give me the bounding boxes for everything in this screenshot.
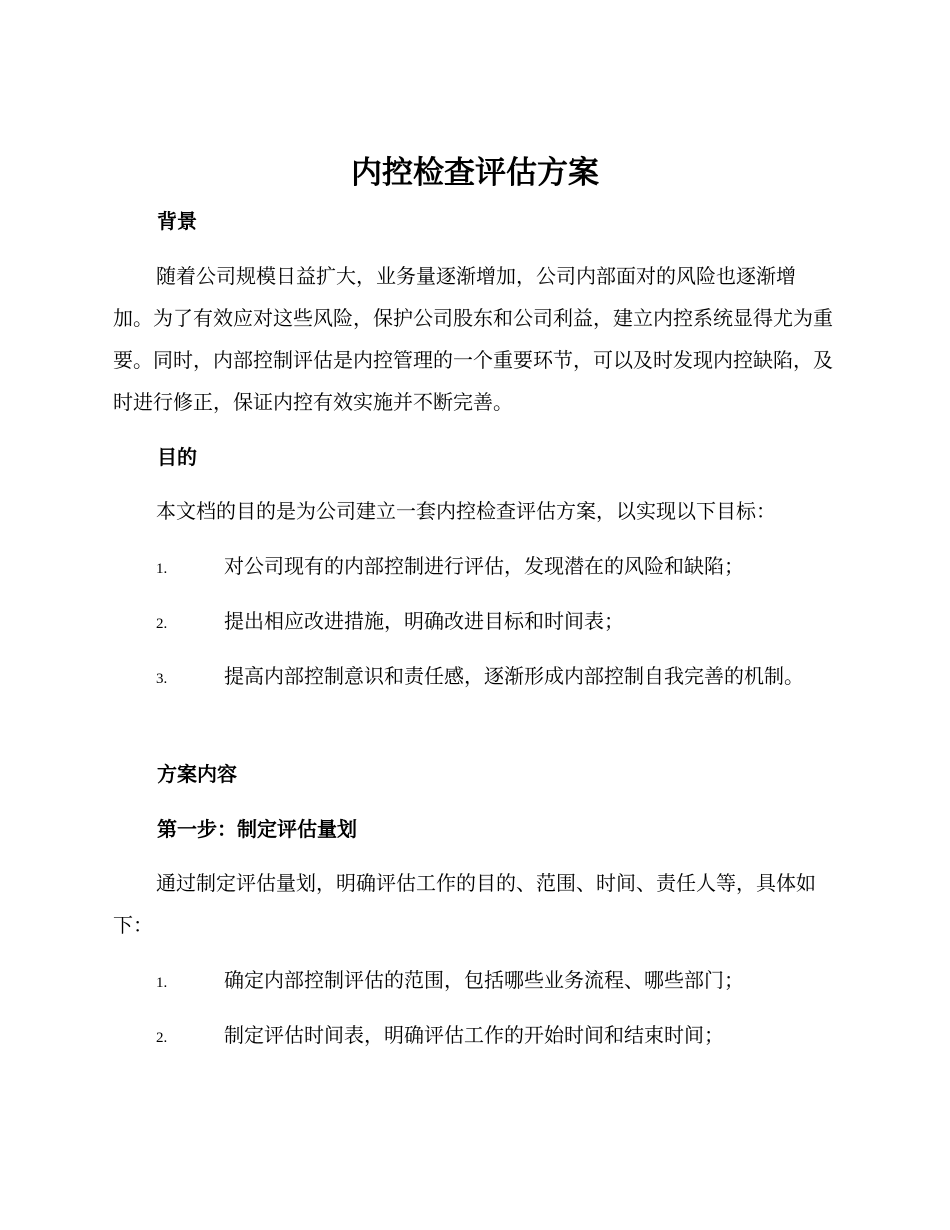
step1-list-item: [113, 959, 833, 1004]
purpose-list-item: [113, 545, 833, 590]
section-heading-content: 方案内容: [157, 762, 237, 786]
section-heading-purpose: 目的: [157, 445, 197, 469]
list-number: 2.: [156, 616, 168, 632]
list-item-text: 提高内部控制意识和责任感，逐渐形成内部控制自我完善的机制。: [224, 664, 804, 688]
step1-list-item: [113, 1014, 833, 1059]
list-item-text: 对公司现有的内部控制进行评估，发现潜在的风险和缺陷；: [224, 554, 744, 578]
list-item-text: 制定评估时间表，明确评估工作的开始时间和结束时间；: [224, 1023, 724, 1047]
list-number: 1.: [156, 975, 168, 991]
purpose-list-item: [113, 600, 833, 645]
background-paragraph: 随着公司规模日益扩大，业务量逐渐增加，公司内部面对的风险也逐渐增加。为了有效应对这些风险，保护公司股东和公司利益，建立内控系统显得尤为重要。同时，内部控制评估是内控管理的一个重要环节，可以及时发现内控缺陷，及时进行修正，保证内控有效实施并不断完善。: [113, 264, 833, 414]
purpose-list-item: [113, 655, 833, 700]
document-title: 内控检查评估方案: [351, 155, 599, 191]
purpose-intro: 本文档的目的是为公司建立一套内控检查评估方案，以实现以下目标：: [156, 499, 776, 523]
list-number: 2.: [156, 1030, 168, 1046]
list-number: 1.: [156, 561, 168, 577]
subsection-heading-step1: 第一步：制定评估量划: [157, 817, 357, 841]
list-item-text: 确定内部控制评估的范围，包括哪些业务流程、哪些部门；: [224, 968, 744, 992]
step1-intro: 通过制定评估量划，明确评估工作的目的、范围、时间、责任人等，具体如下：: [113, 871, 816, 937]
list-item-text: 提出相应改进措施，明确改进目标和时间表；: [224, 609, 624, 633]
section-heading-background: 背景: [157, 209, 197, 233]
list-number: 3.: [156, 671, 168, 687]
